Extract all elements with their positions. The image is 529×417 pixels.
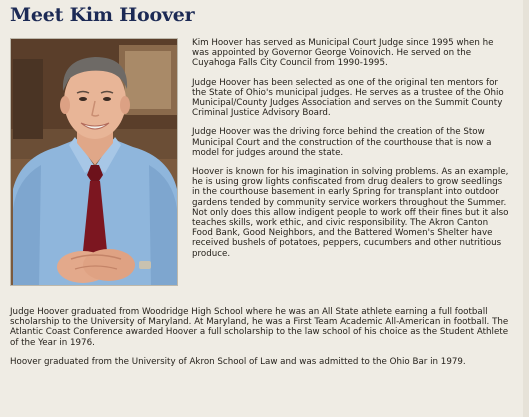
bio-paragraph: Judge Hoover graduated from Woodridge High School where he was an All State athlete earning a full football scholarship to the University of Maryland. At Maryland, he was a First Team Academic All-American in football. The Atlantic Coast Conference awarded Hoover a full scholarship to the law school of his choice as the Student Athlete of the Year in 1976.: [10, 307, 509, 348]
bio-full-width: [10, 307, 515, 376]
bio-paragraph: Judge Hoover has been selected as one of the original ten mentors for the State of Ohio's municipal judges. He serves as a trustee of the Ohio Municipal/County Judges Association and serves on the Summit County Criminal Justice Advisory Board.: [192, 77, 504, 119]
bio-column: [192, 38, 510, 268]
page-title: Meet Kim Hoover: [10, 4, 195, 26]
bio-paragraph: Kim Hoover has served as Municipal Court Judge since 1995 when he was appointed by Governor George Voinovich. He served on the Cuyahoga Falls City Council from 1990-1995.: [192, 38, 494, 69]
bio-paragraph: Judge Hoover was the driving force behind the creation of the Stow Municipal Court and the construction of the courthouse that is now a model for judges around the state.: [192, 127, 492, 158]
scrollbar-track[interactable]: [523, 0, 529, 417]
bio-paragraph: Hoover graduated from the University of Akron School of Law and was admitted to the Ohio Bar in 1979.: [10, 356, 466, 367]
portrait-photo: [10, 38, 178, 286]
bio-paragraph: Hoover is known for his imagination in solving problems. As an example, he is using grow lights confiscated from drug dealers to grow seedlings in the courthouse basement in early Spring for transplant into outdoor gardens tended by community service workers throughout the Summer. Not only does this allow indigent people to work off their fines but it also teaches skills, work ethic, and civic responsibility. The Akron Canton Food Bank, Good Neighbors, and the Battered Women's Shelter have received bushels of potatoes, peppers, cucumbers and other nutritious produce.: [192, 167, 509, 259]
